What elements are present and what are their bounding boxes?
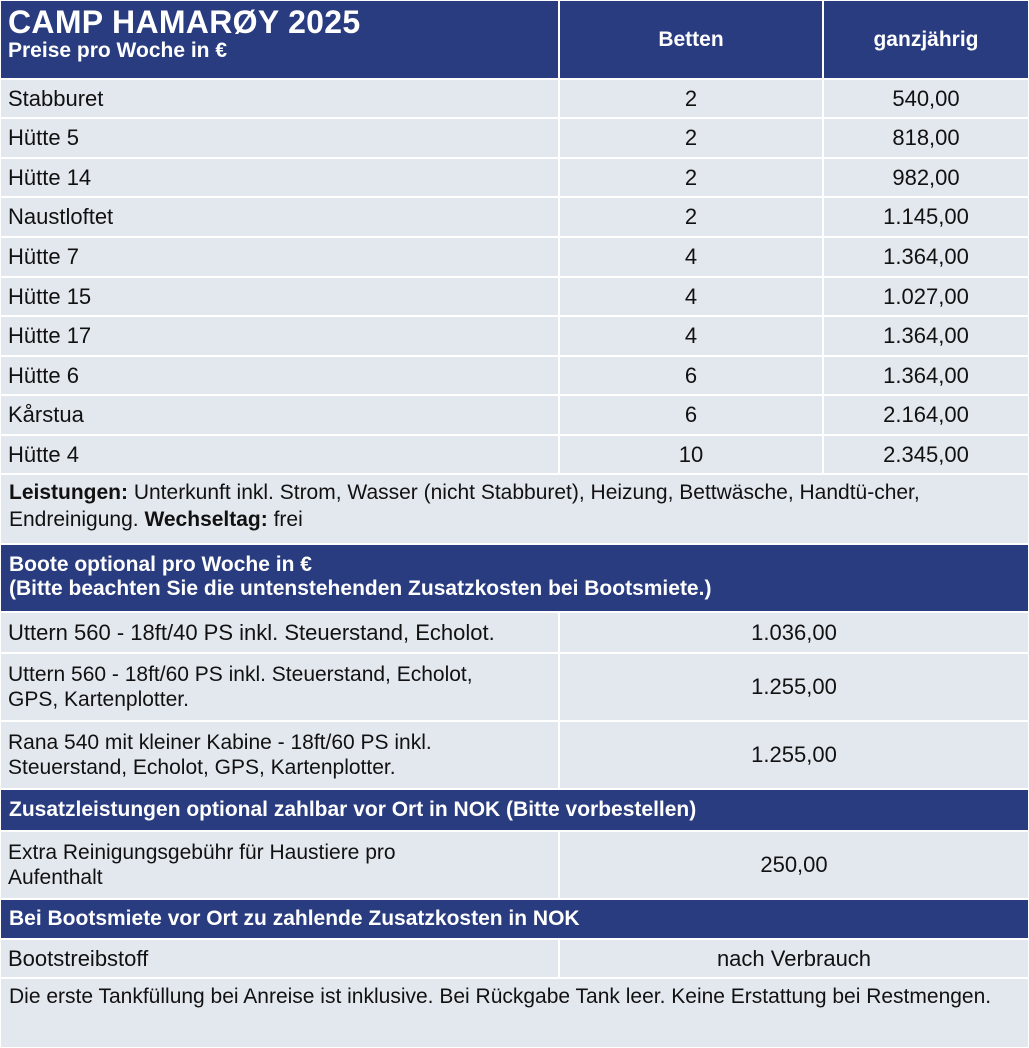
table-row [0, 158, 1029, 197]
title-cell [0, 0, 559, 79]
unit-beds: 6 [559, 395, 823, 435]
unit-name: Stabburet [0, 79, 559, 118]
unit-beds: 4 [559, 237, 823, 277]
extras-description-line: Aufenthalt [8, 866, 103, 889]
unit-name: Hütte 7 [0, 237, 559, 277]
table-row [0, 612, 1029, 653]
unit-price: 1.145,00 [823, 197, 1029, 237]
extras-price: 250,00 [559, 831, 1029, 899]
services-label: Leistungen: [9, 481, 128, 504]
unit-name: Hütte 14 [0, 158, 559, 197]
boat-costs-item: Bootstreibstoff [0, 939, 559, 978]
unit-name: Hütte 17 [0, 316, 559, 356]
boat-description-line: Uttern 560 - 18ft/60 PS inkl. Steuerstand, Echolot, [8, 663, 473, 686]
boat-description-line: Steuerstand, Echolot, GPS, Kartenplotter. [8, 756, 396, 779]
unit-beds: 6 [559, 356, 823, 395]
unit-name: Kårstua [0, 395, 559, 435]
boat-costs-note: Die erste Tankfüllung bei Anreise ist inklusive. Bei Rückgabe Tank leer. Keine Erstattung bei Restmengen. [0, 978, 1029, 1048]
unit-price: 1.364,00 [823, 356, 1029, 395]
unit-beds: 4 [559, 316, 823, 356]
column-header-year: ganzjährig [823, 0, 1029, 79]
extras-description [0, 831, 559, 899]
boat-price: 1.255,00 [559, 721, 1029, 789]
page-title: CAMP HAMARØY 2025 [8, 4, 361, 40]
services-text: Unterkunft inkl. Strom, Wasser (nicht Stabburet), Heizung, Bettwäsche, Handtü-cher, Endreinigung. [9, 481, 920, 531]
boats-header-title: Boote optional pro Woche in € [9, 553, 312, 576]
services-row [0, 474, 1029, 544]
boat-price: 1.255,00 [559, 653, 1029, 721]
change-day-label: Wechseltag: [144, 508, 268, 531]
extras-description-line: Extra Reinigungsgebühr für Haustiere pro [8, 841, 396, 864]
unit-name: Naustloftet [0, 197, 559, 237]
table-row [0, 356, 1029, 395]
boat-description: Uttern 560 - 18ft/40 PS inkl. Steuerstand, Echolot. [0, 612, 559, 653]
unit-price: 1.364,00 [823, 237, 1029, 277]
extras-header-row [0, 789, 1029, 831]
unit-price: 818,00 [823, 118, 1029, 158]
boat-costs-value: nach Verbrauch [559, 939, 1029, 978]
boats-header-row [0, 544, 1029, 612]
unit-price: 1.364,00 [823, 316, 1029, 356]
table-header [0, 0, 1029, 79]
table-row [0, 79, 1029, 118]
change-day-value: frei [267, 508, 303, 531]
page-subtitle: Preise pro Woche in € [8, 39, 228, 62]
table-row [0, 118, 1029, 158]
boats-header-note: (Bitte beachten Sie die untenstehenden Zusatzkosten bei Bootsmiete.) [9, 577, 712, 600]
table-row [0, 316, 1029, 356]
boat-description-line: GPS, Kartenplotter. [8, 688, 189, 711]
boat-costs-section-header: Bei Bootsmiete vor Ort zu zahlende Zusatzkosten in NOK [0, 899, 1029, 939]
unit-name: Hütte 5 [0, 118, 559, 158]
boat-costs-note-row [0, 978, 1029, 1048]
table-row [0, 939, 1029, 978]
boat-description [0, 653, 559, 721]
unit-price: 540,00 [823, 79, 1029, 118]
table-row [0, 653, 1029, 721]
table-row [0, 435, 1029, 474]
boat-price: 1.036,00 [559, 612, 1029, 653]
unit-beds: 10 [559, 435, 823, 474]
unit-beds: 4 [559, 277, 823, 316]
table-row [0, 721, 1029, 789]
table-row [0, 831, 1029, 899]
unit-price: 982,00 [823, 158, 1029, 197]
column-header-beds: Betten [559, 0, 823, 79]
unit-price: 2.164,00 [823, 395, 1029, 435]
unit-name: Hütte 15 [0, 277, 559, 316]
boat-costs-header-row [0, 899, 1029, 939]
table-row [0, 395, 1029, 435]
table-row [0, 237, 1029, 277]
extras-section-header: Zusatzleistungen optional zahlbar vor Ort in NOK (Bitte vorbestellen) [0, 789, 1029, 831]
unit-name: Hütte 6 [0, 356, 559, 395]
unit-beds: 2 [559, 79, 823, 118]
table-row [0, 197, 1029, 237]
unit-beds: 2 [559, 158, 823, 197]
unit-beds: 2 [559, 118, 823, 158]
unit-price: 1.027,00 [823, 277, 1029, 316]
unit-beds: 2 [559, 197, 823, 237]
boats-section-header [0, 544, 1029, 612]
unit-price: 2.345,00 [823, 435, 1029, 474]
services-note [0, 474, 1029, 544]
boat-description-line: Rana 540 mit kleiner Kabine - 18ft/60 PS inkl. [8, 731, 432, 754]
boat-description [0, 721, 559, 789]
unit-name: Hütte 4 [0, 435, 559, 474]
table-row [0, 277, 1029, 316]
